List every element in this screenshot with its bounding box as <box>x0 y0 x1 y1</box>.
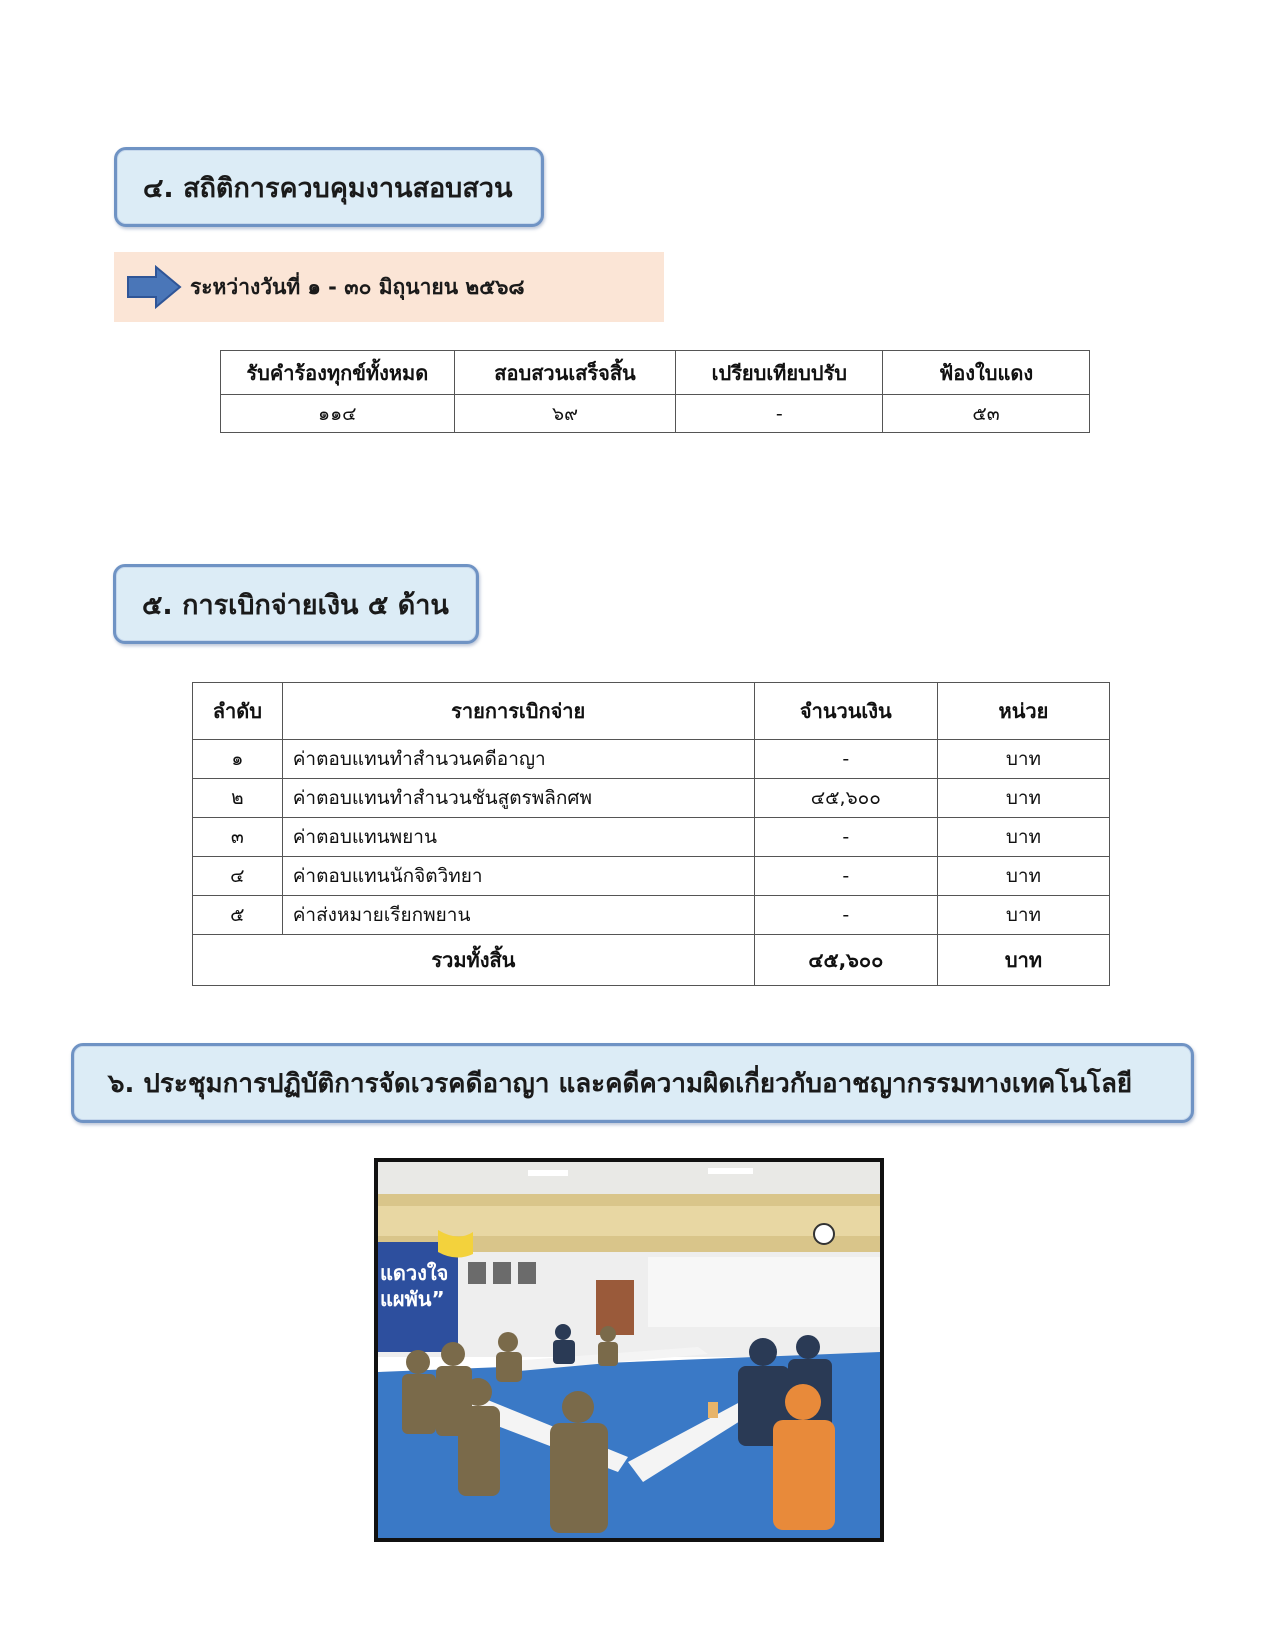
table-cell: ๕๓ <box>883 395 1090 433</box>
table-cell: ๖๙ <box>454 395 676 433</box>
row-unit: บาท <box>937 857 1109 896</box>
row-number: ๒ <box>193 779 283 818</box>
column-header: จำนวนเงิน <box>754 683 937 740</box>
payment-table <box>192 682 1110 986</box>
right-arrow-icon <box>126 265 182 309</box>
total-unit: บาท <box>937 935 1109 986</box>
row-item: ค่าตอบแทนทำสำนวนชันสูตรพลิกศพ <box>282 779 754 818</box>
row-item: ค่าตอบแทนพยาน <box>282 818 754 857</box>
table-row <box>193 779 1110 818</box>
svg-text:แผพัน”: แผพัน” <box>380 1287 445 1311</box>
column-header: เปรียบเทียบปรับ <box>676 351 883 395</box>
row-unit: บาท <box>937 896 1109 935</box>
row-unit: บาท <box>937 740 1109 779</box>
column-header: รายการเบิกจ่าย <box>282 683 754 740</box>
total-amount: ๔๕,๖๐๐ <box>754 935 937 986</box>
meeting-photo <box>374 1158 884 1542</box>
row-unit: บาท <box>937 818 1109 857</box>
column-header: ฟ้องใบแดง <box>883 351 1090 395</box>
row-number: ๕ <box>193 896 283 935</box>
column-header: สอบสวนเสร็จสิ้น <box>454 351 676 395</box>
meeting-room-illustration <box>378 1162 880 1538</box>
photo-banner-text: แดวงใจ <box>380 1261 449 1285</box>
column-header: หน่วย <box>937 683 1109 740</box>
section-5-title: ๕. การเบิกจ่ายเงิน ๕ ด้าน <box>142 589 449 621</box>
table-row <box>193 857 1110 896</box>
column-header: รับคำร้องทุกข์ทั้งหมด <box>221 351 455 395</box>
row-item: ค่าตอบแทนนักจิตวิทยา <box>282 857 754 896</box>
row-amount: ๔๕,๖๐๐ <box>754 779 937 818</box>
row-item: ค่าส่งหมายเรียกพยาน <box>282 896 754 935</box>
row-number: ๓ <box>193 818 283 857</box>
total-label: รวมทั้งสิ้น <box>193 935 755 986</box>
row-amount: - <box>754 857 937 896</box>
table-row <box>193 740 1110 779</box>
row-item: ค่าตอบแทนทำสำนวนคดีอาญา <box>282 740 754 779</box>
row-amount: - <box>754 818 937 857</box>
section-6-heading <box>71 1043 1194 1123</box>
investigation-stats-table <box>220 350 1090 433</box>
row-number: ๑ <box>193 740 283 779</box>
section-6-title: ๖. ประชุมการปฏิบัติการจัดเวรคดีอาญา และคดีความผิดเกี่ยวกับอาชญากรรมทางเทคโนโลยี <box>108 1068 1133 1099</box>
row-number: ๔ <box>193 857 283 896</box>
table-row <box>193 896 1110 935</box>
section-4-title: ๔. สถิติการควบคุมงานสอบสวน <box>143 172 513 204</box>
table-cell: ๑๑๔ <box>221 395 455 433</box>
section-4-heading <box>114 147 544 227</box>
row-amount: - <box>754 896 937 935</box>
table-header-row <box>221 351 1090 395</box>
period-text: ระหว่างวันที่ ๑ - ๓๐ มิถุนายน ๒๕๖๘ <box>190 274 525 299</box>
table-cell: - <box>676 395 883 433</box>
period-banner <box>114 252 664 322</box>
table-header-row <box>193 683 1110 740</box>
row-unit: บาท <box>937 779 1109 818</box>
column-header: ลำดับ <box>193 683 283 740</box>
total-row <box>193 935 1110 986</box>
section-5-heading <box>113 564 479 644</box>
row-amount: - <box>754 740 937 779</box>
table-row <box>193 818 1110 857</box>
table-row <box>221 395 1090 433</box>
